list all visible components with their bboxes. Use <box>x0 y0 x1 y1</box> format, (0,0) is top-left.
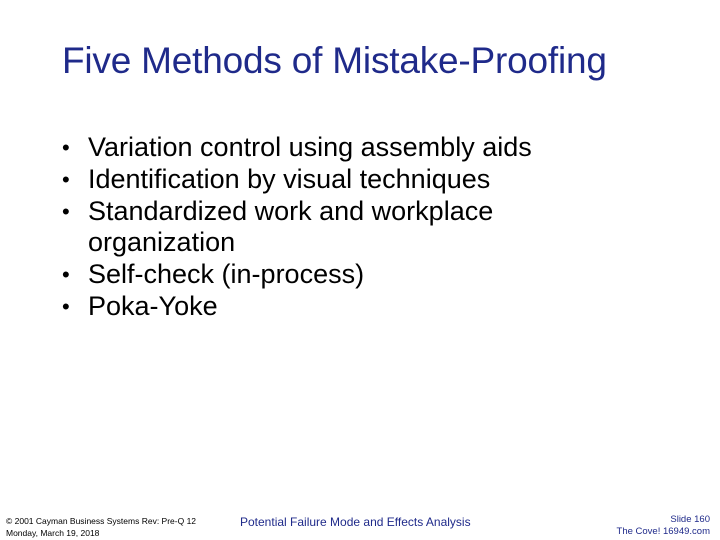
bullet-text: Poka-Yoke <box>88 290 218 321</box>
slide-number: Slide 160 <box>670 514 710 525</box>
footer-copyright-block <box>6 516 196 539</box>
footer-date: Monday, March 19, 2018 <box>6 527 100 538</box>
bullet-text: Variation control using assembly aids <box>88 132 532 162</box>
bullet-text-continued: organization <box>88 227 236 258</box>
bullet-icon: • <box>62 135 70 160</box>
bullet-item <box>62 196 662 260</box>
bullet-list <box>62 132 662 323</box>
bullet-item <box>62 291 662 323</box>
bullet-item <box>62 132 662 164</box>
bullet-icon: • <box>62 166 70 192</box>
bullet-icon: • <box>62 262 70 288</box>
footer-site: The Cove! 16949.com <box>616 526 710 537</box>
bullet-text: Standardized work and workplace <box>88 195 494 226</box>
footer-copyright: © 2001 Cayman Business Systems Rev: Pre-Q 12 <box>6 516 197 526</box>
bullet-text: Self-check (in-process) <box>88 259 365 290</box>
bullet-text: Identification by visual techniques <box>88 163 491 194</box>
footer-presentation-title: Potential Failure Mode and Effects Analysis <box>240 515 471 529</box>
bullet-item <box>62 164 662 196</box>
bullet-icon: • <box>62 198 70 224</box>
footer-slide-info <box>617 514 710 538</box>
bullet-item <box>62 259 662 291</box>
slide-title: Five Methods of Mistake-Proofing <box>62 40 607 81</box>
bullet-icon: • <box>62 293 70 319</box>
